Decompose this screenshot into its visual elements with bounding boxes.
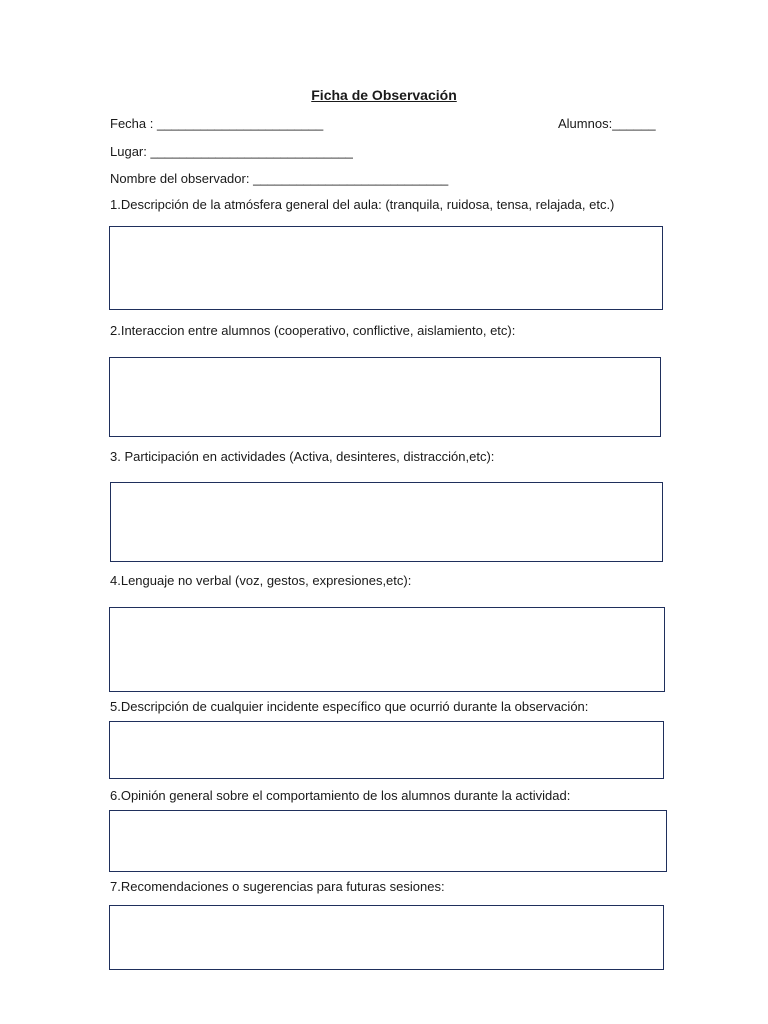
observador-field[interactable]: Nombre del observador: ___________________________ <box>110 171 449 186</box>
question-7-answer-box[interactable] <box>109 905 664 970</box>
lugar-field[interactable]: Lugar: ____________________________ <box>110 144 353 159</box>
alumnos-field[interactable]: Alumnos:______ <box>558 116 656 131</box>
fecha-field[interactable]: Fecha : _______________________ <box>110 116 324 131</box>
question-3-answer-box[interactable] <box>110 482 663 562</box>
page-title: Ficha de Observación <box>311 87 457 103</box>
question-4-answer-box[interactable] <box>109 607 665 692</box>
question-1-label: 1.Descripción de la atmósfera general del aula: (tranquila, ruidosa, tensa, relajada, etc.) <box>110 197 615 212</box>
question-1-answer-box[interactable] <box>109 226 663 310</box>
question-5-answer-box[interactable] <box>109 721 664 779</box>
question-7-label: 7.Recomendaciones o sugerencias para futuras sesiones: <box>110 879 445 894</box>
question-4-label: 4.Lenguaje no verbal (voz, gestos, expresiones,etc): <box>110 573 412 588</box>
question-2-label: 2.Interaccion entre alumnos (cooperativo, conflictive, aislamiento, etc): <box>110 323 516 338</box>
question-3-label: 3. Participación en actividades (Activa, desinteres, distracción,etc): <box>110 449 495 464</box>
question-5-label: 5.Descripción de cualquier incidente específico que ocurrió durante la observación: <box>110 699 589 714</box>
question-6-answer-box[interactable] <box>109 810 667 872</box>
question-6-label: 6.Opinión general sobre el comportamiento de los alumnos durante la actividad: <box>110 788 571 803</box>
question-2-answer-box[interactable] <box>109 357 661 437</box>
